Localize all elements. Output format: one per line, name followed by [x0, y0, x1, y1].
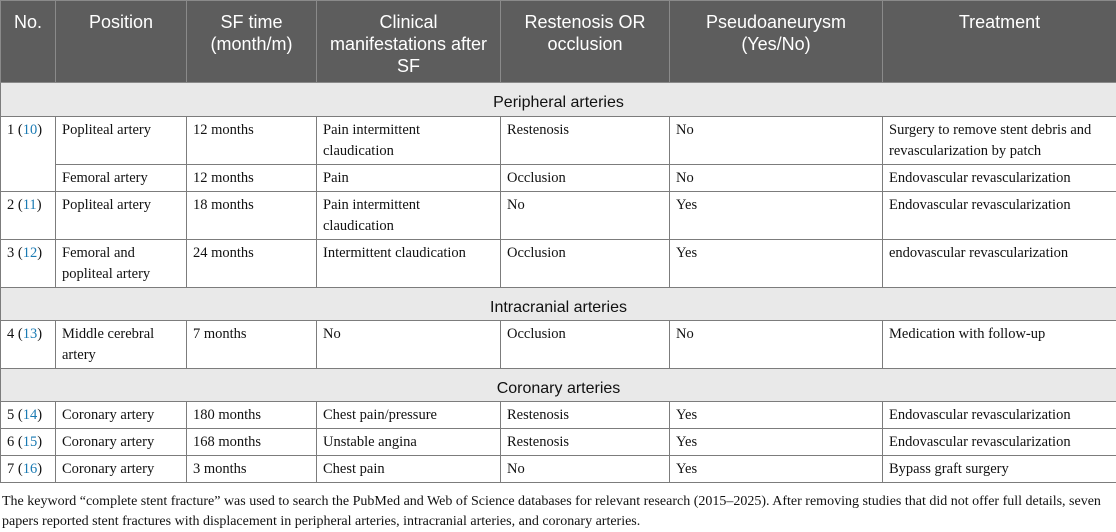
header-row [1, 1, 1116, 83]
cell-sf-time: 180 months [187, 402, 317, 429]
cell-pseudoaneurysm: Yes [670, 456, 883, 483]
study-number: 6 [7, 434, 14, 450]
reference-link[interactable]: 14 [23, 407, 38, 423]
section-intracranial: Intracranial arteries [1, 288, 1116, 321]
reference-link[interactable]: 12 [23, 245, 38, 261]
cell-clinical: Pain intermittent claudication [317, 117, 501, 165]
section-row [1, 369, 1116, 402]
cell-clinical: Pain intermittent claudication [317, 192, 501, 240]
table-row [1, 321, 1116, 369]
cell-position: Popliteal artery [56, 117, 187, 165]
cell-clinical: Intermittent claudication [317, 240, 501, 288]
cell-treatment: endovascular revascularization [883, 240, 1116, 288]
table-row [1, 429, 1116, 456]
table-row [1, 456, 1116, 483]
cell-no: 6 (15) [1, 429, 56, 456]
cell-no: 3 (12) [1, 240, 56, 288]
cell-pseudoaneurysm: Yes [670, 402, 883, 429]
cell-no: 4 (13) [1, 321, 56, 369]
cell-clinical: No [317, 321, 501, 369]
table-row [1, 117, 1116, 165]
reference-link[interactable]: 15 [23, 434, 38, 450]
cell-no: 7 (16) [1, 456, 56, 483]
cell-pseudoaneurysm: Yes [670, 429, 883, 456]
cell-treatment: Medication with follow-up [883, 321, 1116, 369]
header-clinical: Clinical manifestations after SF [317, 1, 501, 83]
cell-pseudoaneurysm: Yes [670, 192, 883, 240]
cell-restenosis: No [501, 192, 670, 240]
section-row [1, 288, 1116, 321]
study-number: 1 [7, 122, 14, 138]
cell-sf-time: 12 months [187, 117, 317, 165]
cell-pseudoaneurysm: No [670, 117, 883, 165]
study-number: 2 [7, 197, 14, 213]
cell-sf-time: 3 months [187, 456, 317, 483]
header-sf-time: SF time (month/m) [187, 1, 317, 83]
header-pseudoaneurysm: Pseudoaneurysm (Yes/No) [670, 1, 883, 83]
cell-clinical: Unstable angina [317, 429, 501, 456]
section-row [1, 83, 1116, 117]
cell-pseudoaneurysm: No [670, 321, 883, 369]
table-row [1, 165, 1116, 192]
study-number: 4 [7, 326, 14, 342]
cell-clinical: Pain [317, 165, 501, 192]
study-number: 5 [7, 407, 14, 423]
cell-treatment: Endovascular revascularization [883, 165, 1116, 192]
cell-treatment: Endovascular revascularization [883, 429, 1116, 456]
cell-restenosis: Restenosis [501, 402, 670, 429]
header-no: No. [1, 1, 56, 83]
cell-clinical: Chest pain/pressure [317, 402, 501, 429]
cell-position: Femoral and popliteal artery [56, 240, 187, 288]
cell-no: 1 (10) [1, 117, 56, 192]
cell-restenosis: Occlusion [501, 321, 670, 369]
reference-link[interactable]: 10 [23, 122, 38, 138]
cell-position: Coronary artery [56, 456, 187, 483]
cell-restenosis: Occlusion [501, 165, 670, 192]
cell-no: 5 (14) [1, 402, 56, 429]
cell-position: Middle cerebral artery [56, 321, 187, 369]
table-row [1, 402, 1116, 429]
cell-treatment: Endovascular revascularization [883, 402, 1116, 429]
table-footnote: The keyword “complete stent fracture” was used to search the PubMed and Web of Science databases for relevant research (2015–2025). After removing studies that did not offer full details, seven papers reported stent fractures with displacement in peripheral arteries, intracranial arteries, and coronary arteries. [0, 483, 1114, 532]
cell-sf-time: 168 months [187, 429, 317, 456]
cell-no: 2 (11) [1, 192, 56, 240]
reference-link[interactable]: 16 [23, 461, 38, 477]
cell-restenosis: Occlusion [501, 240, 670, 288]
cell-position: Coronary artery [56, 429, 187, 456]
cell-sf-time: 18 months [187, 192, 317, 240]
cell-position: Femoral artery [56, 165, 187, 192]
cell-treatment: Surgery to remove stent debris and revascularization by patch [883, 117, 1116, 165]
section-peripheral: Peripheral arteries [1, 83, 1116, 117]
cell-pseudoaneurysm: Yes [670, 240, 883, 288]
table-header [1, 1, 1116, 83]
header-position: Position [56, 1, 187, 83]
cell-pseudoaneurysm: No [670, 165, 883, 192]
section-coronary: Coronary arteries [1, 369, 1116, 402]
cell-sf-time: 24 months [187, 240, 317, 288]
reference-link[interactable]: 11 [23, 197, 37, 213]
reference-link[interactable]: 13 [23, 326, 38, 342]
header-treatment: Treatment [883, 1, 1116, 83]
cell-treatment: Endovascular revascularization [883, 192, 1116, 240]
cell-sf-time: 7 months [187, 321, 317, 369]
cell-treatment: Bypass graft surgery [883, 456, 1116, 483]
header-restenosis: Restenosis OR occlusion [501, 1, 670, 83]
table-body [1, 83, 1116, 483]
cell-position: Coronary artery [56, 402, 187, 429]
table-row [1, 192, 1116, 240]
cell-restenosis: Restenosis [501, 429, 670, 456]
cell-clinical: Chest pain [317, 456, 501, 483]
study-number: 7 [7, 461, 14, 477]
cell-position: Popliteal artery [56, 192, 187, 240]
cell-sf-time: 12 months [187, 165, 317, 192]
study-number: 3 [7, 245, 14, 261]
table-row [1, 240, 1116, 288]
cell-restenosis: No [501, 456, 670, 483]
cell-restenosis: Restenosis [501, 117, 670, 165]
